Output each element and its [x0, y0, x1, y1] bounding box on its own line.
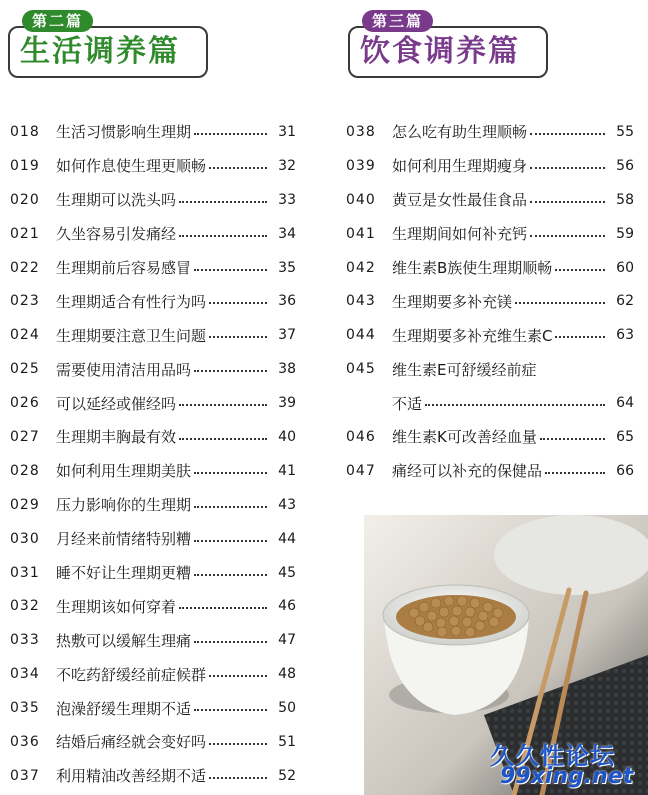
section-title: 生活调养篇 — [20, 34, 180, 69]
entry-title: 如何作息使生理更顺畅 — [56, 157, 207, 176]
entry-number: 026 — [10, 395, 40, 412]
dot-leader — [194, 540, 267, 542]
entry-number: 019 — [10, 157, 40, 174]
entry-title: 生理期该如何穿着 — [56, 597, 177, 616]
entry-title: 压力影响你的生理期 — [56, 496, 192, 515]
toc-entry — [346, 115, 634, 149]
entry-page-number: 35 — [278, 259, 296, 276]
entry-title: 月经来前情绪特别糟 — [56, 530, 192, 549]
toc-entry — [346, 251, 634, 285]
dot-leader — [194, 641, 267, 643]
toc-entry — [10, 284, 296, 318]
toc-entry — [10, 623, 296, 657]
entry-page-number: 64 — [616, 395, 634, 412]
dot-leader — [179, 235, 267, 237]
dot-leader — [545, 472, 605, 474]
dot-leader — [530, 235, 605, 237]
dot-leader — [179, 404, 267, 406]
entry-number: 031 — [10, 564, 40, 581]
entry-number: 046 — [346, 428, 376, 445]
entry-number: 024 — [10, 327, 40, 344]
entry-title: 生理期要注意卫生问题 — [56, 326, 207, 345]
section-title-box — [348, 26, 548, 78]
entry-title: 痛经可以补充的保健品 — [392, 462, 543, 481]
toc-entry — [10, 115, 296, 149]
toc-entry — [10, 352, 296, 386]
section-header-diet — [348, 6, 556, 84]
toc-entry — [10, 589, 296, 623]
entry-page-number: 46 — [278, 598, 296, 615]
entry-page-number: 47 — [278, 632, 296, 649]
entry-title: 可以延经或催经吗 — [56, 394, 177, 413]
entry-number: 025 — [10, 361, 40, 378]
dot-leader — [179, 607, 267, 609]
toc-list-diet — [346, 115, 634, 488]
dot-leader — [209, 336, 267, 338]
dot-leader — [530, 201, 605, 203]
entry-number: 023 — [10, 293, 40, 310]
entry-page-number: 56 — [616, 157, 634, 174]
dot-leader — [530, 133, 605, 135]
entry-number: 032 — [10, 598, 40, 615]
entry-title: 生理期要多补充维生素C — [392, 326, 553, 345]
toc-entry — [346, 454, 634, 488]
entry-number: 020 — [10, 191, 40, 208]
toc-entry — [10, 691, 296, 725]
entry-number: 035 — [10, 700, 40, 717]
entry-page-number: 32 — [278, 157, 296, 174]
entry-number: 033 — [10, 632, 40, 649]
entry-number: 022 — [10, 259, 40, 276]
entry-title: 维生素K可改善经血量 — [392, 428, 537, 447]
entry-number: 018 — [10, 123, 40, 140]
toc-entry — [10, 420, 296, 454]
entry-page-number: 38 — [278, 361, 296, 378]
entry-page-number: 43 — [278, 496, 296, 513]
toc-entry — [10, 488, 296, 522]
entry-title: 利用精油改善经期不适 — [56, 767, 207, 786]
entry-page-number: 66 — [616, 462, 634, 479]
entry-number: 044 — [346, 327, 376, 344]
toc-entry — [346, 386, 634, 420]
toc-entry — [10, 217, 296, 251]
toc-entry — [10, 657, 296, 691]
dot-leader — [555, 269, 605, 271]
dot-leader — [194, 574, 267, 576]
entry-title: 需要使用清洁用品吗 — [56, 360, 192, 379]
toc-entry — [346, 183, 634, 217]
toc-entry — [10, 556, 296, 590]
toc-entry — [10, 149, 296, 183]
dot-leader — [425, 404, 605, 406]
toc-entry — [346, 217, 634, 251]
entry-title: 热敷可以缓解生理痛 — [56, 631, 192, 650]
dot-leader — [530, 167, 605, 169]
entry-title: 如何利用生理期美肤 — [56, 462, 192, 481]
toc-entry — [346, 318, 634, 352]
entry-number: 029 — [10, 496, 40, 513]
toc-entry — [10, 725, 296, 759]
dot-leader — [194, 472, 267, 474]
entry-page-number: 52 — [278, 767, 296, 784]
toc-entry — [10, 318, 296, 352]
entry-page-number: 62 — [616, 293, 634, 310]
section-title-box — [8, 26, 208, 78]
entry-page-number: 59 — [616, 225, 634, 242]
entry-number: 042 — [346, 259, 376, 276]
entry-title: 生活习惯影响生理期 — [56, 123, 192, 142]
entry-number: 028 — [10, 462, 40, 479]
toc-entry — [10, 386, 296, 420]
entry-page-number: 63 — [616, 327, 634, 344]
toc-entry — [10, 759, 296, 793]
entry-page-number: 44 — [278, 530, 296, 547]
dot-leader — [179, 201, 267, 203]
dot-leader — [194, 370, 267, 372]
entry-number: 038 — [346, 123, 376, 140]
entry-page-number: 40 — [278, 428, 296, 445]
dot-leader — [194, 133, 267, 135]
entry-title: 睡不好让生理期更糟 — [56, 564, 192, 583]
entry-page-number: 65 — [616, 428, 634, 445]
entry-page-number: 60 — [616, 259, 634, 276]
dot-leader — [555, 336, 605, 338]
entry-number: 021 — [10, 225, 40, 242]
dot-leader — [209, 167, 267, 169]
entry-title: 久坐容易引发痛经 — [56, 225, 177, 244]
entry-title: 维生素B族使生理期顺畅 — [392, 259, 553, 277]
entry-page-number: 33 — [278, 191, 296, 208]
section-tag: 第二篇 — [22, 10, 93, 32]
entry-number: 045 — [346, 361, 376, 378]
entry-page-number: 58 — [616, 191, 634, 208]
entry-page-number: 36 — [278, 293, 296, 310]
dot-leader — [194, 269, 267, 271]
entry-number: 041 — [346, 225, 376, 242]
dot-leader — [209, 743, 267, 745]
entry-number: 047 — [346, 462, 376, 479]
entry-number: 037 — [10, 767, 40, 784]
entry-page-number: 37 — [278, 327, 296, 344]
entry-page-number: 55 — [616, 123, 634, 140]
toc-entry — [10, 183, 296, 217]
entry-page-number: 50 — [278, 700, 296, 717]
entry-number: 036 — [10, 733, 40, 750]
toc-entry — [346, 352, 634, 386]
dot-leader — [540, 438, 605, 440]
entry-title: 生理期前后容易感冒 — [56, 259, 192, 277]
entry-number: 040 — [346, 191, 376, 208]
entry-page-number: 39 — [278, 395, 296, 412]
entry-number: 027 — [10, 428, 40, 445]
entry-title: 生理期要多补充镁 — [392, 292, 513, 311]
dot-leader — [515, 302, 605, 304]
toc-entry — [346, 149, 634, 183]
entry-page-number: 41 — [278, 462, 296, 479]
dot-leader — [179, 438, 267, 440]
section-tag: 第三篇 — [362, 10, 433, 32]
toc-entry — [346, 420, 634, 454]
section-title: 饮食调养篇 — [360, 34, 520, 69]
entry-title: 生理期丰胸最有效 — [56, 428, 177, 447]
entry-title: 生理期间如何补充钙 — [392, 225, 528, 244]
entry-title: 怎么吃有助生理顺畅 — [392, 123, 528, 142]
entry-number: 039 — [346, 157, 376, 174]
toc-entry — [10, 522, 296, 556]
dot-leader — [209, 777, 267, 779]
section-header-lifestyle — [8, 6, 216, 84]
dot-leader — [209, 675, 267, 677]
toc-entry — [10, 251, 296, 285]
entry-page-number: 31 — [278, 123, 296, 140]
entry-title: 不适 — [392, 394, 423, 413]
watermark-site-url: 99xing.net — [500, 764, 634, 789]
entry-title: 如何利用生理期瘦身 — [392, 157, 528, 176]
entry-number: 030 — [10, 530, 40, 547]
entry-page-number: 34 — [278, 225, 296, 242]
entry-number: 043 — [346, 293, 376, 310]
dot-leader — [194, 506, 267, 508]
entry-page-number: 45 — [278, 564, 296, 581]
dot-leader — [194, 709, 267, 711]
entry-title: 维生素E可舒缓经前症 — [392, 360, 537, 379]
entry-page-number: 48 — [278, 666, 296, 683]
entry-title: 生理期可以洗头吗 — [56, 191, 177, 210]
entry-title: 不吃药舒缓经前症候群 — [56, 665, 207, 684]
entry-title: 结婚后痛经就会变好吗 — [56, 733, 207, 752]
entry-title: 泡澡舒缓生理期不适 — [56, 699, 192, 718]
dot-leader — [209, 302, 267, 304]
entry-title: 生理期适合有性行为吗 — [56, 292, 207, 311]
entry-title: 黄豆是女性最佳食品 — [392, 191, 528, 210]
watermark-site-name: 久久性论坛 — [490, 742, 615, 770]
toc-list-lifestyle — [10, 115, 296, 793]
entry-number: 034 — [10, 666, 40, 683]
toc-entry — [346, 284, 634, 318]
toc-entry — [10, 454, 296, 488]
entry-page-number: 51 — [278, 733, 296, 750]
